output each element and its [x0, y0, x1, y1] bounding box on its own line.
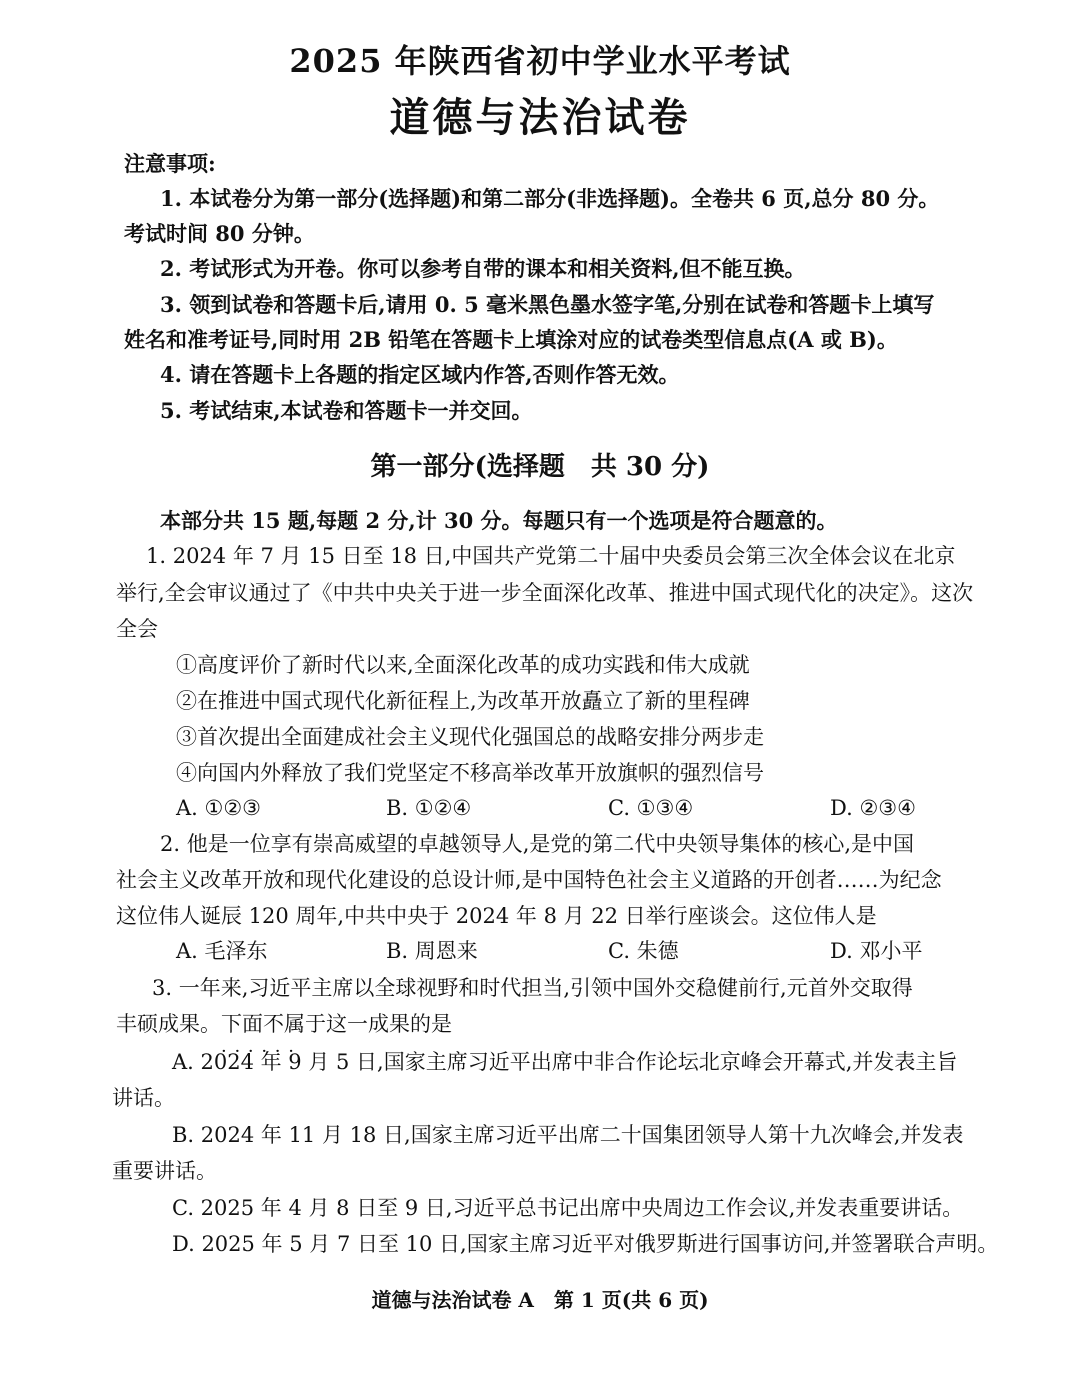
q1-stem-line2: 举行,全会审议通过了《中共中央关于进一步全面深化改革、推进中国式现代化的决定》。这次	[116, 581, 974, 605]
q3-option-a-line2: 讲话。	[112, 1086, 175, 1110]
notice-item-3: 3. 领到试卷和答题卡后,请用 0. 5 毫米黑色墨水签字笔,分别在试卷和答题卡上填写	[160, 292, 935, 317]
q1-option-a: A. ①②③	[176, 796, 261, 820]
q2-option-a: A. 毛泽东	[176, 939, 268, 963]
q3-option-b-line1: B. 2024 年 11 月 18 日,国家主席习近平出席二十国集团领导人第十九次峰会,并发表	[172, 1123, 964, 1147]
q2-stem-line2: 社会主义改革开放和现代化建设的总设计师,是中国特色社会主义道路的开创者……为纪念	[116, 868, 942, 892]
q3-emphasis: 下面不属于 · · ·	[221, 1012, 326, 1036]
exam-title: 2025 年陕西省初中学业水平考试	[289, 42, 791, 80]
section-title: 第一部分(选择题 共 30 分)	[370, 452, 710, 482]
section-instruction: 本部分共 15 题,每题 2 分,计 30 分。每题只有一个选项是符合题意的。	[160, 508, 838, 533]
q2-option-d: D. 邓小平	[830, 939, 923, 963]
q2-stem-line1: 2. 他是一位享有崇高威望的卓越领导人,是党的第二代中央领导集体的核心,是中国	[160, 832, 915, 856]
q1-stem-line3: 全会	[116, 617, 158, 641]
q1-statement-1: ①高度评价了新时代以来,全面深化改革的成功实践和伟大成就	[176, 653, 750, 677]
q2-stem-line3: 这位伟人诞辰 120 周年,中共中央于 2024 年 8 月 22 日举行座谈会。这位伟人是	[116, 904, 877, 928]
notice-heading: 注意事项:	[124, 151, 216, 176]
q3-stem-pre: 丰硕成果。	[116, 1012, 221, 1036]
q1-option-d: D. ②③④	[830, 796, 916, 820]
notice-item-2: 2. 考试形式为开卷。你可以参考自带的课本和相关资料,但不能互换。	[160, 256, 806, 281]
q2-option-b: B. 周恩来	[386, 939, 478, 963]
notice-item-1-cont: 考试时间 80 分钟。	[124, 221, 315, 246]
q3-option-a-line1: A. 2024 年 9 月 5 日,国家主席习近平出席中非合作论坛北京峰会开幕式,并发表主旨	[172, 1050, 958, 1074]
q3-stem-post: 这一成果的是	[326, 1012, 452, 1036]
subject-title: 道德与法治试卷	[389, 94, 691, 141]
q1-statement-2: ②在推进中国式现代化新征程上,为改革开放矗立了新的里程碑	[176, 689, 750, 713]
notice-item-5: 5. 考试结束,本试卷和答题卡一并交回。	[160, 398, 533, 423]
q3-option-c: C. 2025 年 4 月 8 日至 9 日,习近平总书记出席中央周边工作会议,并发表重要讲话。	[172, 1196, 964, 1220]
q3-option-d: D. 2025 年 5 月 7 日至 10 日,国家主席习近平对俄罗斯进行国事访问,并签署联合声明。	[172, 1232, 999, 1256]
q1-option-c: C. ①③④	[608, 796, 694, 820]
notice-item-4: 4. 请在答题卡上各题的指定区域内作答,否则作答无效。	[160, 362, 680, 387]
q3-stem-line1: 3. 一年来,习近平主席以全球视野和时代担当,引领中国外交稳健前行,元首外交取得	[152, 976, 913, 1000]
q1-stem-line1: 1. 2024 年 7 月 15 日至 18 日,中国共产党第二十届中央委员会第三次全体会议在北京	[146, 544, 956, 568]
q1-statement-3: ③首次提出全面建成社会主义现代化强国总的战略安排分两步走	[176, 725, 764, 749]
q1-statement-4: ④向国内外释放了我们党坚定不移高举改革开放旗帜的强烈信号	[176, 761, 764, 785]
q3-stem-line2	[116, 1006, 452, 1042]
q1-option-b: B. ①②④	[386, 796, 472, 820]
notice-item-1: 1. 本试卷分为第一部分(选择题)和第二部分(非选择题)。全卷共 6 页,总分 80 分。	[160, 186, 940, 211]
page-footer: 道德与法治试卷 A 第 1 页(共 6 页)	[371, 1288, 709, 1312]
q2-option-c: C. 朱德	[608, 939, 679, 963]
notice-item-3-cont: 姓名和准考证号,同时用 2B 铅笔在答题卡上填涂对应的试卷类型信息点(A 或 B)。	[124, 327, 898, 352]
q3-option-b-line2: 重要讲话。	[112, 1159, 217, 1183]
